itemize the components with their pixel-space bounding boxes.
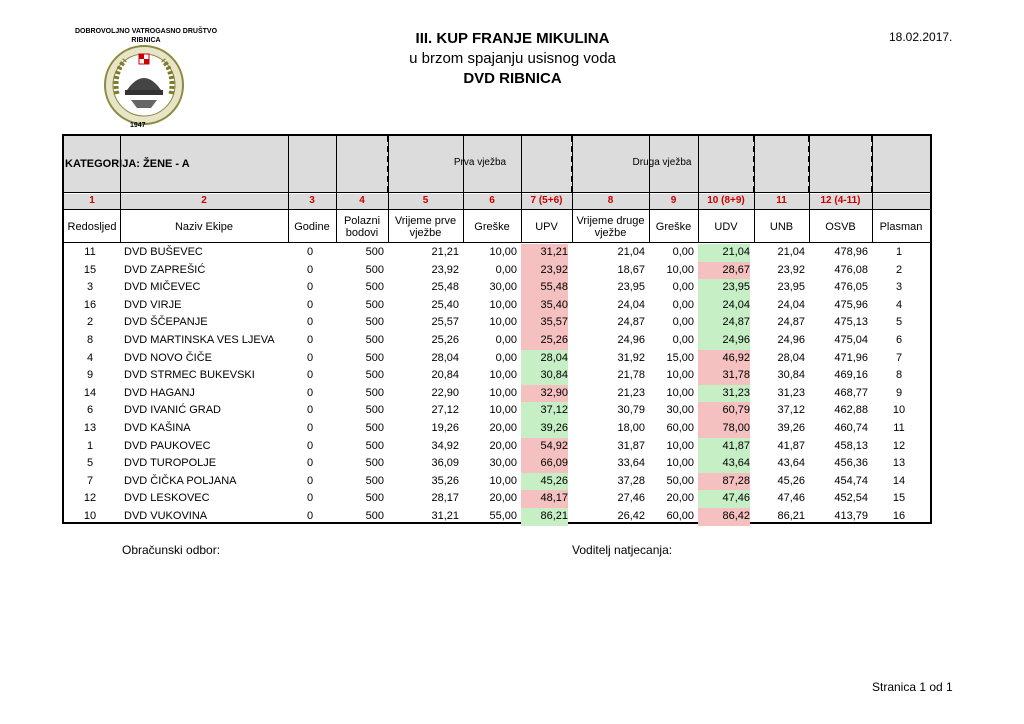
cell-osvb: 471,96 <box>834 351 868 364</box>
column-number-errors-first: 6 <box>489 195 495 206</box>
group-divider <box>753 136 755 192</box>
cell-errors-first: 10,00 <box>489 386 517 399</box>
cell-osvb: 475,96 <box>834 298 868 311</box>
cell-errors-first: 10,00 <box>489 474 517 487</box>
cell-years: 0 <box>306 439 314 452</box>
cell-team-name: DVD MIČEVEC <box>124 281 201 294</box>
table-row <box>64 420 930 438</box>
column-header-start-points: Polazni bodovi <box>343 214 381 239</box>
cell-unb: 23,95 <box>777 281 805 294</box>
cell-time-first: 25,57 <box>431 316 459 329</box>
column-header-years: Godine <box>294 220 330 233</box>
org-line-2: RIBNICA <box>131 37 161 44</box>
cell-udv: 43,64 <box>698 455 750 473</box>
cell-time-first: 28,17 <box>431 492 459 505</box>
cell-start-points: 500 <box>365 457 384 470</box>
title-line-3: DVD RIBNICA <box>463 70 562 87</box>
cell-time-second: 24,04 <box>617 298 645 311</box>
column-number-years: 3 <box>309 195 315 206</box>
emblem-year: 1947 <box>130 122 146 129</box>
cell-start-points: 500 <box>365 386 384 399</box>
cell-start-points: 500 <box>365 351 384 364</box>
cell-years: 0 <box>306 369 314 382</box>
cell-order: 8 <box>86 334 94 346</box>
cell-time-first: 25,26 <box>431 334 459 346</box>
group-divider <box>387 136 389 192</box>
cell-years: 0 <box>306 492 314 505</box>
column-divider <box>521 136 522 242</box>
cell-upv: 25,26 <box>521 332 568 350</box>
cell-udv: 31,78 <box>698 367 750 385</box>
cell-years: 0 <box>306 422 314 434</box>
cell-upv: 48,17 <box>521 490 568 508</box>
cell-upv: 30,84 <box>521 367 568 385</box>
cell-upv: 31,21 <box>521 244 568 262</box>
cell-errors-first: 20,00 <box>489 422 517 434</box>
cell-errors-first: 0,00 <box>495 351 517 364</box>
cell-team-name: DVD KAŠINA <box>124 422 191 434</box>
table-row <box>64 473 930 491</box>
cell-order: 3 <box>86 281 94 294</box>
cell-unb: 41,87 <box>777 439 805 452</box>
cell-team-name: DVD NOVO ČIČE <box>124 351 213 364</box>
cell-unb: 45,26 <box>777 474 805 487</box>
cell-errors-first: 55,00 <box>489 510 517 522</box>
divider <box>64 242 930 243</box>
column-number-udv: 10 (8+9) <box>707 195 745 206</box>
cell-time-second: 31,92 <box>617 351 645 364</box>
cell-upv: 55,48 <box>521 279 568 297</box>
cell-time-first: 35,26 <box>431 474 459 487</box>
cell-placement: 15 <box>892 492 906 505</box>
page-title <box>330 29 695 89</box>
cell-errors-second: 0,00 <box>672 246 694 258</box>
cell-team-name: DVD VUKOVINA <box>124 510 208 522</box>
cell-team-name: DVD MARTINSKA VES LJEVA <box>124 334 275 346</box>
cell-unb: 47,46 <box>777 492 805 505</box>
cell-unb: 28,04 <box>777 351 805 364</box>
cell-osvb: 462,88 <box>834 404 868 417</box>
cell-placement: 1 <box>895 246 903 258</box>
group-second-exercise: Druga vježba <box>632 157 692 168</box>
footer-accounting-committee: Obračunski odbor: <box>122 543 221 557</box>
cell-time-second: 24,87 <box>617 316 645 329</box>
cell-osvb: 452,54 <box>834 492 868 505</box>
column-header-time-first: Vrijeme prve vježbe <box>394 214 457 239</box>
cell-start-points: 500 <box>365 316 384 329</box>
column-header-placement: Plasman <box>879 220 923 233</box>
cell-errors-second: 60,00 <box>666 510 694 522</box>
table-row <box>64 244 930 262</box>
cell-upv: 54,92 <box>521 438 568 456</box>
table-row <box>64 279 930 297</box>
cell-errors-second: 10,00 <box>666 369 694 382</box>
cell-start-points: 500 <box>365 404 384 417</box>
cell-years: 0 <box>306 334 314 346</box>
group-divider <box>571 136 573 192</box>
cell-time-first: 28,04 <box>431 351 459 364</box>
cell-unb: 39,26 <box>777 422 805 434</box>
cell-order: 11 <box>84 246 96 258</box>
title-line-2: u brzom spajanju usisnog voda <box>409 50 616 67</box>
cell-years: 0 <box>306 298 314 311</box>
cell-errors-second: 15,00 <box>666 351 694 364</box>
cell-osvb: 475,04 <box>834 334 868 346</box>
cell-placement: 10 <box>892 404 906 417</box>
cell-time-second: 31,87 <box>617 439 645 452</box>
cell-placement: 12 <box>892 439 906 452</box>
cell-start-points: 500 <box>365 281 384 294</box>
cell-team-name: DVD ŠČEPANJE <box>124 316 208 329</box>
divider <box>64 209 930 210</box>
cell-errors-second: 50,00 <box>666 474 694 487</box>
cell-placement: 13 <box>892 457 906 470</box>
cell-placement: 6 <box>895 334 903 346</box>
cell-errors-second: 0,00 <box>672 281 694 294</box>
title-line-1: III. KUP FRANJE MIKULINA <box>415 30 610 47</box>
column-header-order: Redosljed <box>67 220 117 233</box>
cell-time-second: 27,46 <box>617 492 645 505</box>
cell-errors-first: 20,00 <box>489 492 517 505</box>
table-row <box>64 508 930 526</box>
cell-osvb: 454,74 <box>834 474 868 487</box>
cell-errors-first: 10,00 <box>489 246 517 258</box>
cell-time-first: 36,09 <box>431 457 459 470</box>
cell-time-second: 21,04 <box>617 246 645 258</box>
cell-udv: 60,79 <box>698 402 750 420</box>
cell-errors-second: 20,00 <box>666 492 694 505</box>
cell-order: 12 <box>83 492 97 505</box>
cell-team-name: DVD TUROPOLJE <box>124 457 217 470</box>
cell-unb: 86,21 <box>777 510 805 522</box>
column-header-errors-first: Greške <box>474 220 510 233</box>
cell-team-name: DVD BUŠEVEC <box>124 246 203 258</box>
cell-time-first: 34,92 <box>431 439 459 452</box>
cell-placement: 2 <box>895 263 903 276</box>
cell-osvb: 456,36 <box>834 457 868 470</box>
table-row <box>64 438 930 456</box>
group-first-exercise: Prva vježba <box>453 157 507 168</box>
cell-years: 0 <box>306 510 314 522</box>
group-divider <box>808 136 810 192</box>
cell-udv: 24,04 <box>698 297 750 315</box>
cell-udv: 47,46 <box>698 490 750 508</box>
cell-udv: 41,87 <box>698 438 750 456</box>
cell-upv: 28,04 <box>521 350 568 368</box>
document-date: 18.02.2017. <box>889 30 953 44</box>
cell-udv: 23,95 <box>698 279 750 297</box>
cell-order: 15 <box>83 263 97 276</box>
cell-time-first: 22,90 <box>431 386 459 399</box>
cell-placement: 9 <box>895 386 903 399</box>
cell-unb: 37,12 <box>777 404 805 417</box>
column-header-osvb: OSVB <box>825 220 856 233</box>
cell-team-name: DVD LESKOVEC <box>124 492 210 505</box>
cell-unb: 24,87 <box>777 316 805 329</box>
cell-placement: 14 <box>892 474 906 487</box>
fire-brigade-emblem <box>103 44 185 126</box>
cell-osvb: 475,13 <box>834 316 868 329</box>
column-number-time-second: 8 <box>607 195 614 206</box>
cell-order: 16 <box>83 298 97 311</box>
cell-team-name: DVD VIRJE <box>124 298 182 311</box>
group-divider <box>871 136 873 192</box>
cell-time-second: 33,64 <box>617 457 645 470</box>
cell-errors-second: 30,00 <box>666 404 694 417</box>
cell-udv: 31,23 <box>698 385 750 403</box>
table-row <box>64 332 930 350</box>
cell-errors-first: 0,00 <box>495 263 517 276</box>
cell-time-second: 21,23 <box>617 386 645 399</box>
cell-errors-second: 10,00 <box>666 457 694 470</box>
column-header-time-second: Vrijeme druge vježbe <box>576 214 645 239</box>
cell-osvb: 468,77 <box>834 386 868 399</box>
cell-placement: 8 <box>895 369 903 382</box>
cell-start-points: 500 <box>365 422 384 434</box>
cell-start-points: 500 <box>365 334 384 346</box>
cell-unb: 23,92 <box>777 263 805 276</box>
cell-udv: 78,00 <box>698 420 750 438</box>
cell-errors-first: 30,00 <box>489 281 517 294</box>
column-number-start-points: 4 <box>359 195 365 206</box>
cell-order: 10 <box>83 510 97 522</box>
cell-start-points: 500 <box>365 246 384 258</box>
column-divider <box>288 136 289 242</box>
column-divider <box>336 136 337 242</box>
cell-upv: 39,26 <box>521 420 568 438</box>
cell-errors-first: 10,00 <box>489 369 517 382</box>
divider <box>64 192 930 193</box>
cell-errors-second: 0,00 <box>672 334 694 346</box>
cell-start-points: 500 <box>365 510 384 522</box>
column-header-upv: UPV <box>535 220 558 233</box>
cell-osvb: 460,74 <box>834 422 868 434</box>
table-row <box>64 385 930 403</box>
cell-errors-second: 10,00 <box>666 439 694 452</box>
cell-udv: 21,04 <box>698 244 750 262</box>
cell-udv: 87,28 <box>698 473 750 491</box>
cell-errors-second: 60,00 <box>666 422 694 434</box>
cell-placement: 5 <box>895 316 903 329</box>
column-divider <box>120 136 121 242</box>
org-line-1: DOBROVOLJNO VATROGASNO DRUŠTVO <box>74 28 218 35</box>
cell-unb: 24,96 <box>777 334 805 346</box>
cell-years: 0 <box>306 474 314 487</box>
cell-years: 0 <box>306 457 314 470</box>
cell-unb: 30,84 <box>777 369 805 382</box>
cell-upv: 32,90 <box>521 385 568 403</box>
table-row <box>64 297 930 315</box>
cell-placement: 4 <box>895 298 903 311</box>
table-row <box>64 314 930 332</box>
cell-time-second: 21,78 <box>617 369 645 382</box>
footer-competition-leader: Voditelj natjecanja: <box>572 543 673 557</box>
cell-errors-second: 10,00 <box>666 263 694 276</box>
cell-osvb: 469,16 <box>834 369 868 382</box>
cell-order: 1 <box>86 439 94 452</box>
cell-errors-first: 20,00 <box>489 439 517 452</box>
table-row <box>64 350 930 368</box>
column-divider <box>698 136 699 242</box>
cell-order: 9 <box>86 369 94 382</box>
cell-start-points: 500 <box>365 492 384 505</box>
column-number-order: 1 <box>89 195 95 206</box>
cell-time-first: 19,26 <box>431 422 459 434</box>
cell-errors-first: 10,00 <box>489 404 517 417</box>
cell-placement: 16 <box>892 510 906 522</box>
cell-team-name: DVD ČIČKA POLJANA <box>124 474 237 487</box>
cell-placement: 7 <box>895 351 903 364</box>
column-number-osvb: 12 (4-11) <box>820 195 861 206</box>
cell-unb: 24,04 <box>777 298 805 311</box>
table-row <box>64 455 930 473</box>
table-row <box>64 262 930 280</box>
cell-time-second: 26,42 <box>617 510 645 522</box>
column-number-errors-second: 9 <box>670 195 677 206</box>
cell-order: 13 <box>83 422 97 434</box>
cell-upv: 35,40 <box>521 297 568 315</box>
column-header-unb: UNB <box>769 220 794 233</box>
cell-upv: 45,26 <box>521 473 568 491</box>
cell-osvb: 413,79 <box>834 510 868 522</box>
cell-unb: 43,64 <box>777 457 805 470</box>
cell-errors-first: 0,00 <box>495 334 517 346</box>
cell-order: 2 <box>86 316 94 329</box>
cell-errors-second: 0,00 <box>672 316 694 329</box>
cell-team-name: DVD HAGANJ <box>124 386 195 399</box>
results-table <box>62 134 932 524</box>
table-row <box>64 367 930 385</box>
cell-years: 0 <box>306 386 314 399</box>
cell-time-first: 27,12 <box>431 404 459 417</box>
cell-years: 0 <box>306 281 314 294</box>
cell-unb: 31,23 <box>777 386 805 399</box>
column-header-team-name: Naziv Ekipe <box>174 220 234 233</box>
cell-udv: 28,67 <box>698 262 750 280</box>
cell-team-name: DVD IVANIĆ GRAD <box>124 404 221 417</box>
cell-osvb: 476,05 <box>834 281 868 294</box>
column-divider <box>463 136 464 242</box>
cell-placement: 3 <box>895 281 903 294</box>
cell-errors-second: 0,00 <box>672 298 694 311</box>
cell-osvb: 478,96 <box>834 246 868 258</box>
cell-start-points: 500 <box>365 474 384 487</box>
category-label: KATEGORIJA: ŽENE - A <box>65 158 190 170</box>
column-number-team-name: 2 <box>201 195 207 206</box>
cell-order: 14 <box>83 386 97 399</box>
cell-time-second: 37,28 <box>617 474 645 487</box>
cell-errors-second: 10,00 <box>666 386 694 399</box>
cell-team-name: DVD ZAPREŠIĆ <box>124 263 206 276</box>
cell-time-second: 18,67 <box>617 263 645 276</box>
cell-years: 0 <box>306 404 314 417</box>
cell-years: 0 <box>306 316 314 329</box>
cell-placement: 11 <box>893 422 905 434</box>
table-row <box>64 490 930 508</box>
cell-start-points: 500 <box>365 298 384 311</box>
cell-errors-first: 10,00 <box>489 316 517 329</box>
cell-order: 6 <box>86 404 94 417</box>
cell-time-first: 25,48 <box>431 281 459 294</box>
cell-udv: 46,92 <box>698 350 750 368</box>
cell-upv: 37,12 <box>521 402 568 420</box>
cell-time-second: 24,96 <box>617 334 645 346</box>
table-row <box>64 402 930 420</box>
cell-udv: 24,96 <box>698 332 750 350</box>
cell-upv: 66,09 <box>521 455 568 473</box>
cell-years: 0 <box>306 263 314 276</box>
cell-errors-first: 30,00 <box>489 457 517 470</box>
cell-time-first: 20,84 <box>431 369 459 382</box>
cell-start-points: 500 <box>365 439 384 452</box>
cell-time-second: 30,79 <box>617 404 645 417</box>
cell-team-name: DVD STRMEC BUKEVSKI <box>124 369 255 382</box>
cell-order: 5 <box>86 457 94 470</box>
cell-osvb: 476,08 <box>834 263 868 276</box>
cell-time-first: 25,40 <box>431 298 459 311</box>
cell-time-first: 21,21 <box>431 246 459 258</box>
cell-upv: 86,21 <box>521 508 568 526</box>
cell-time-second: 18,00 <box>617 422 645 434</box>
organization-name <box>62 27 230 45</box>
cell-order: 7 <box>86 474 94 487</box>
cell-udv: 24,87 <box>698 314 750 332</box>
column-number-time-first: 5 <box>422 195 429 206</box>
cell-start-points: 500 <box>365 263 384 276</box>
column-header-errors-second: Greške <box>655 220 692 233</box>
cell-order: 4 <box>86 351 94 364</box>
cell-years: 0 <box>306 351 314 364</box>
column-header-udv: UDV <box>714 220 738 233</box>
cell-years: 0 <box>306 246 314 258</box>
cell-team-name: DVD PAUKOVEC <box>124 439 211 452</box>
cell-unb: 21,04 <box>777 246 805 258</box>
column-divider <box>649 136 650 242</box>
cell-time-second: 23,95 <box>617 281 645 294</box>
cell-upv: 35,57 <box>521 314 568 332</box>
cell-time-first: 31,21 <box>431 510 459 522</box>
page-number: Stranica 1 od 1 <box>872 680 953 694</box>
cell-start-points: 500 <box>365 369 384 382</box>
column-number-unb: 11 <box>776 195 787 206</box>
cell-upv: 23,92 <box>521 262 568 280</box>
column-number-upv: 7 (5+6) <box>530 195 563 206</box>
cell-errors-first: 10,00 <box>489 298 517 311</box>
cell-udv: 86,42 <box>698 508 750 526</box>
cell-time-first: 23,92 <box>431 263 459 276</box>
cell-osvb: 458,13 <box>834 439 868 452</box>
